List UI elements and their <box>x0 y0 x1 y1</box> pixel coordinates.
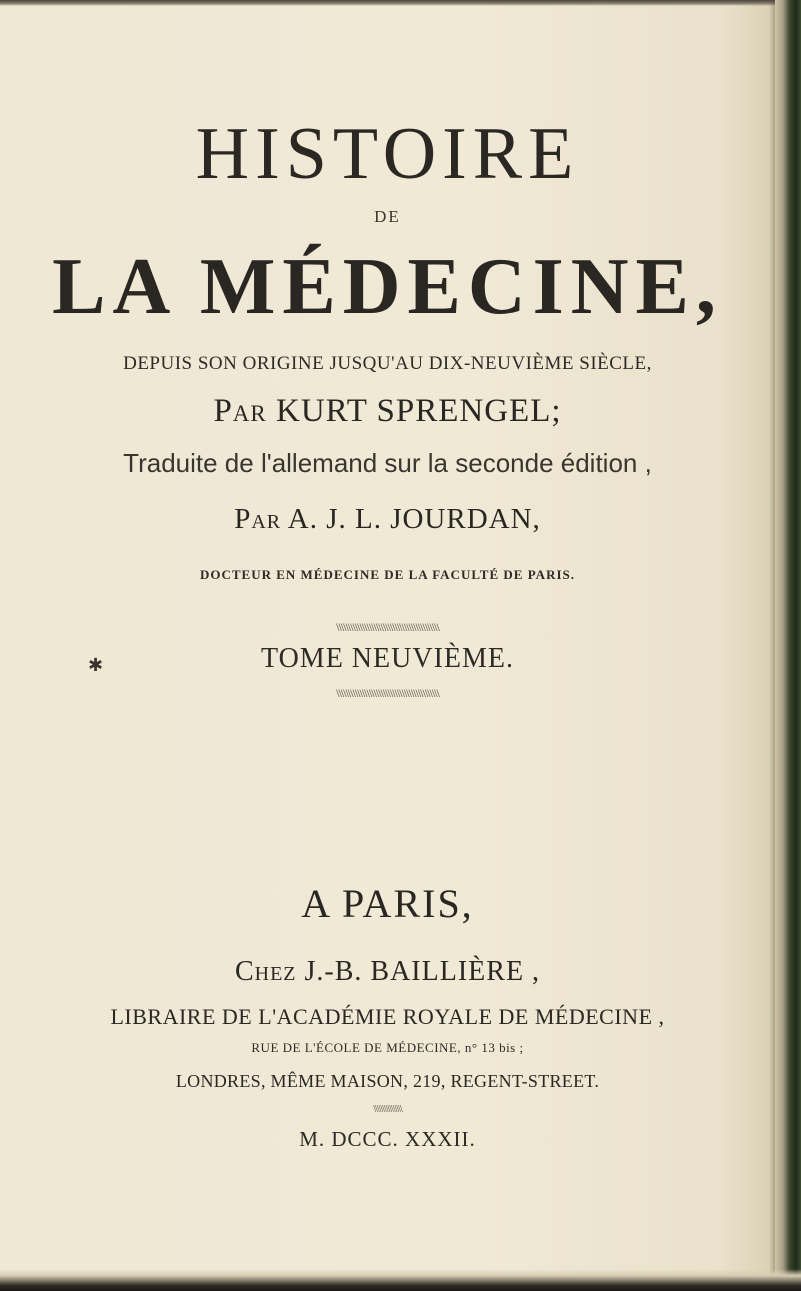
ornament-rule-small: \\\\\\\\\\\\\\\\ <box>373 1104 402 1115</box>
translator-degree: DOCTEUR EN MÉDECINE DE LA FACULTÉ DE PARIS. <box>199 567 576 582</box>
imprint-place: A PARIS, <box>301 881 474 926</box>
translation-note: Traduite de l'allemand sur la seconde édition , <box>123 448 652 478</box>
london-address: LONDRES, MÊME MAISON, 219, REGENT-STREET. <box>175 1071 600 1091</box>
author-name: KURT SPRENGEL; <box>276 393 562 429</box>
publisher-address: RUE DE L'ÉCOLE DE MÉDECINE, n° 13 bis ; <box>251 1040 524 1055</box>
ink-mark-icon: ✱ <box>88 655 104 675</box>
translator-line <box>0 503 775 536</box>
title-line-1: HISTOIRE <box>195 113 580 195</box>
translator-name: A. J. L. JOURDAN, <box>287 503 541 535</box>
publication-date: M. DCCC. XXXII. <box>299 1127 476 1151</box>
page-bottom-edge <box>0 1269 801 1291</box>
title-connector: DE <box>374 207 401 226</box>
author-line <box>0 393 775 430</box>
title-line-2: LA MÉDECINE, <box>52 243 723 331</box>
subtitle: DEPUIS SON ORIGINE JUSQU'AU DIX-NEUVIÈME SIÈCLE, <box>123 353 652 374</box>
author-prefix: Par <box>213 393 267 429</box>
translator-prefix: Par <box>234 503 282 535</box>
publisher-line <box>0 956 775 988</box>
volume-label: TOME NEUVIÈME. <box>260 643 514 674</box>
ornament-rule-top: \\\\\\\\\\\\\\\\\\\\\\\\\\\\\\\\\\\\\\\\\\\\ <box>336 620 439 634</box>
book-fore-edge <box>775 0 801 1291</box>
publisher-title: LIBRAIRE DE L'ACADÉMIE ROYALE DE MÉDECINE , <box>110 1004 665 1029</box>
page-top-edge <box>0 0 801 6</box>
ornament-rule-bottom: \\\\\\\\\\\\\\\\\\\\\\\\\\\\\\\\\\\\\\\\\\\\ <box>336 686 439 700</box>
publisher-prefix: Chez <box>234 956 297 987</box>
publisher-name: J.-B. BAILLIÈRE , <box>304 956 541 987</box>
